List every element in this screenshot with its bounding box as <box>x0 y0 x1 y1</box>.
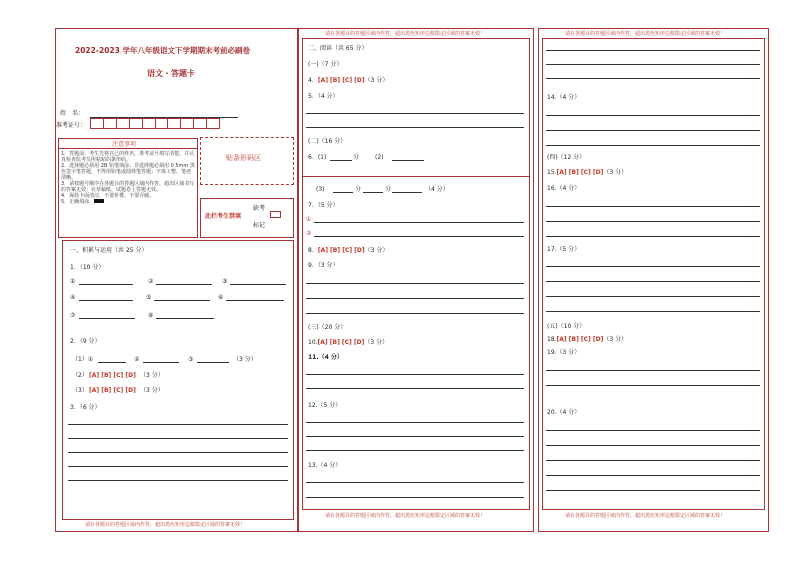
q6-total-score: （4 分） <box>425 186 449 193</box>
q19-answer-line[interactable] <box>546 370 760 371</box>
warning-right-bottom: 请在各题目的答题区域内作答，超出黑色矩形边框限定区域的答案无效！ <box>565 513 726 519</box>
q12-label: 12.（5 分） <box>308 402 342 409</box>
q6-answer-line[interactable] <box>392 160 424 161</box>
notice-item: 5．正确填涂 <box>61 199 195 205</box>
q20-answer-line[interactable] <box>546 460 760 461</box>
q2-answer-line[interactable] <box>98 362 126 363</box>
q10-choices[interactable]: [A] [B] [C] [D] <box>317 339 365 346</box>
q2-2-choices[interactable]: [A] [B] [C] [D] <box>89 372 136 379</box>
q11-answer-line[interactable] <box>306 374 524 375</box>
q3-label: 3．（6 分） <box>70 404 101 411</box>
q16-answer-line[interactable] <box>546 236 760 237</box>
q15-choices[interactable]: [A] [B] [C] [D] <box>556 169 604 176</box>
middle-answer-box <box>302 38 530 510</box>
part4-label: (四)（12 分） <box>547 154 586 161</box>
q2-3-choices[interactable]: [A] [B] [C] [D] <box>89 387 136 394</box>
absent-mark-text-2: 标记 <box>253 222 266 229</box>
q13-cont-line[interactable] <box>546 64 760 65</box>
q12-answer-line[interactable] <box>306 436 524 437</box>
q1-answer-line[interactable] <box>156 318 214 319</box>
notice-list <box>61 151 195 205</box>
q7-answer-line[interactable] <box>314 236 524 237</box>
q1-answer-line[interactable] <box>79 300 133 301</box>
q7-2-label: ② <box>306 230 312 237</box>
q1-answer-line[interactable] <box>154 300 210 301</box>
circle-7: ⑦ <box>70 312 76 319</box>
q2-3-label: （3） <box>72 387 88 394</box>
q1-answer-line[interactable] <box>79 318 135 319</box>
part1-label: (一)（7 分） <box>308 61 343 68</box>
q2-1b-label: ② <box>134 356 140 363</box>
q3-answer-line[interactable] <box>68 480 288 481</box>
section1-title: 一、积累与运用（共 25 分） <box>70 247 148 254</box>
q9-answer-line[interactable] <box>306 298 524 299</box>
right-answer-box <box>542 38 765 510</box>
q2-label: 2．（9 分） <box>70 338 101 345</box>
circle-5: ⑤ <box>146 294 152 301</box>
q2-answer-line[interactable] <box>197 362 229 363</box>
q8-label: 8．[A] [B] [C] [D]（3 分） <box>308 247 389 254</box>
q9-answer-line[interactable] <box>306 313 524 314</box>
q14-answer-line[interactable] <box>546 145 760 146</box>
warning-right-top: 请在各题目的答题区域内作答，超出黑色矩形边框限定区域的答案无效！ <box>565 31 726 37</box>
notice-item: 2．选择题必须用 2B 铅笔填涂；非选择题必须用 0.5mm 黑色签字笔答题，不得用铅笔或圆珠笔答题；字体工整、笔迹清晰。 <box>61 163 195 181</box>
q17-answer-line[interactable] <box>546 266 760 267</box>
q17-answer-line[interactable] <box>546 311 760 312</box>
circle-4: ④ <box>70 294 76 301</box>
q19-answer-line[interactable] <box>546 385 760 386</box>
q2-1-score: （3 分） <box>233 356 257 363</box>
q6-1-label: 6．(1) <box>308 154 327 161</box>
exam-id-boxes[interactable] <box>90 118 220 129</box>
exam-id-label: 准考证号： <box>56 122 87 129</box>
warning-left: 请在各题目的答题区域内作答，超出黑色矩形边框限定区域的答案无效！ <box>85 522 246 528</box>
q15-label: 15.[A] [B] [C] [D]（3 分） <box>547 169 628 176</box>
part2-label: (二)（16 分） <box>308 138 347 145</box>
q17-label: 17.（5 分） <box>547 246 581 253</box>
q4-label: 4．[A] [B] [C] [D]（3 分） <box>308 77 389 84</box>
q19-label: 19.（3 分） <box>547 349 581 356</box>
q17-answer-line[interactable] <box>546 296 760 297</box>
q14-label: 14.（4 分） <box>547 94 581 101</box>
q3-answer-line[interactable] <box>68 438 288 439</box>
q9-label: 9．（3 分） <box>308 262 339 269</box>
q13-cont-line[interactable] <box>546 50 760 51</box>
circle-2: ② <box>148 278 154 285</box>
q11-answer-line[interactable] <box>306 388 524 389</box>
q6-answer-line[interactable] <box>330 160 352 161</box>
section2-title: 二、阅读（共 65 分） <box>308 45 368 52</box>
q1-answer-line[interactable] <box>156 284 212 285</box>
filled-mark-sample <box>94 199 104 203</box>
name-label: 姓 名： <box>60 110 85 117</box>
section1-box <box>62 240 294 520</box>
q20-label: 20.（4 分） <box>547 409 581 416</box>
notice-item: 4．保持卡面清洁，不要折叠、不要弄破。 <box>61 193 155 199</box>
q2-2-score: （3 分） <box>140 372 164 379</box>
q6-answer-line[interactable] <box>392 192 422 193</box>
q3-answer-line[interactable] <box>68 452 288 453</box>
q2-1-label: （1）① <box>72 356 94 363</box>
q20-answer-line[interactable] <box>546 490 760 491</box>
q2-3-score: （3 分） <box>140 387 164 394</box>
q20-answer-line[interactable] <box>546 430 760 431</box>
q1-answer-line[interactable] <box>226 300 284 301</box>
answer-card-subtitle: 语文・答题卡 <box>147 69 195 78</box>
q6-3-score: 分 <box>355 186 362 193</box>
q3-answer-line[interactable] <box>68 424 288 425</box>
q5-answer-line[interactable] <box>306 113 524 114</box>
q12-answer-line[interactable] <box>306 450 524 451</box>
q16-answer-line[interactable] <box>546 206 760 207</box>
circle-8: ⑧ <box>148 312 154 319</box>
q16-answer-line[interactable] <box>546 221 760 222</box>
part5-label: (五)（10 分） <box>547 323 586 330</box>
q14-answer-line[interactable] <box>546 130 760 131</box>
q13-cont-line[interactable] <box>546 78 760 79</box>
notice-item: 3．请按题号顺序在各题目的答题区域内作答，超出区域书写的答案无效；在草稿纸、试题卷上答题无效。 <box>61 181 195 193</box>
q2-answer-line[interactable] <box>143 362 179 363</box>
q7-1-label: ① <box>306 216 312 223</box>
q16-label: 16.（4 分） <box>547 185 581 192</box>
q17-answer-line[interactable] <box>546 281 760 282</box>
q3-answer-line[interactable] <box>68 466 288 467</box>
q1-answer-line[interactable] <box>230 284 286 285</box>
warning-middle-bottom: 请在各题目的答题区域内作答，超出黑色矩形边框限定区域的答案无效！ <box>325 513 486 519</box>
circle-1: ① <box>70 278 76 285</box>
q13-label: 13.（4 分） <box>308 462 342 469</box>
absent-mark-text-1: 缺考 <box>253 205 266 212</box>
part3-label: (三)（20 分） <box>308 324 347 331</box>
q6-1-score: 分 <box>353 154 360 161</box>
q6-answer-line[interactable] <box>333 192 353 193</box>
q13-answer-line[interactable] <box>306 482 524 483</box>
q5-label: 5．（4 分） <box>308 93 339 100</box>
circle-6: ⑥ <box>218 294 224 301</box>
q8-choices[interactable]: [A] [B] [C] [D] <box>317 247 365 254</box>
notice-title: 注意事项 <box>112 141 137 148</box>
absent-label: 此栏考生禁填 <box>205 213 242 220</box>
q18-choices[interactable]: [A] [B] [C] [D] <box>556 336 604 343</box>
q18-label: 18.[A] [B] [C] [D]（3 分） <box>547 336 628 343</box>
q14-answer-line[interactable] <box>546 115 760 116</box>
q5-answer-line[interactable] <box>306 127 524 128</box>
q12-answer-line[interactable] <box>306 422 524 423</box>
q6-2-label: (2) <box>375 154 384 161</box>
q11-label: 11.（4 分） <box>308 354 343 361</box>
q2-2-label: （2） <box>72 372 88 379</box>
q4-choices[interactable]: [A] [B] [C] [D] <box>317 77 365 84</box>
q20-answer-line[interactable] <box>546 475 760 476</box>
notice-item: 1．答题前，考生先将自己的姓名，准考证号填写清楚，并认真检查监考员所粘贴的条形码。 <box>61 151 195 163</box>
barcode-label: 贴条形码区 <box>226 154 261 162</box>
circle-3: ③ <box>222 278 228 285</box>
q20-answer-line[interactable] <box>546 445 760 446</box>
q1-answer-line[interactable] <box>79 284 133 285</box>
q6-3b-score: 分 <box>385 186 392 193</box>
q9-answer-line[interactable] <box>306 283 524 284</box>
absent-mark-checkbox[interactable] <box>270 211 281 218</box>
q6-answer-line[interactable] <box>363 192 383 193</box>
q7-answer-line[interactable] <box>314 222 524 223</box>
warning-middle-top: 请在各题目的答题区域内作答，超出黑色矩形边框限定区域的答案无效！ <box>325 31 486 37</box>
q7-label: 7．（5 分） <box>308 202 339 209</box>
q10-label: 10.[A] [B] [C] [D]（3 分） <box>308 339 389 346</box>
q6-3-label: (3) <box>316 186 325 193</box>
exam-title: 2022-2023 学年八年级语文下学期期末考前必刷卷 <box>75 46 250 55</box>
q1-label: 1．（10 分） <box>70 264 105 271</box>
q2-1c-label: ③ <box>188 356 194 363</box>
q13-answer-line[interactable] <box>306 497 524 498</box>
